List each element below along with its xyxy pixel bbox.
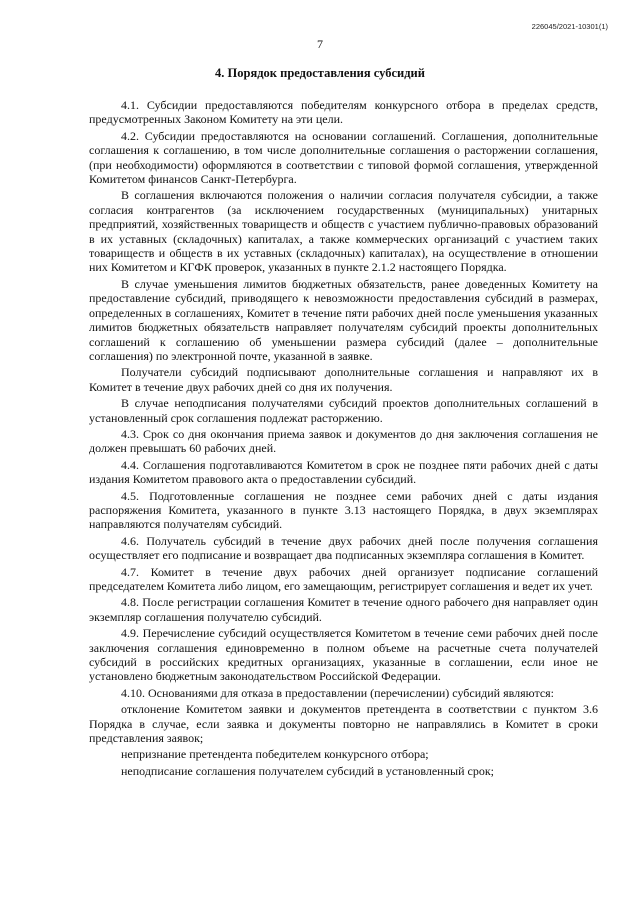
paragraph: 4.5. Подготовленные соглашения не позднее семи рабочих дней с даты издания распоряжения Комитета, указанного в пункте 3.13 настоящего Порядка, в двух экземплярах направляются получателям субсидий. bbox=[89, 488, 598, 532]
paragraph: отклонение Комитетом заявки и документов претендента в соответствии с пунктом 3.6 Порядка в случае, если заявка и документы повторно не направлялись в Комитет в сроки представления заявок; bbox=[89, 702, 598, 746]
paragraph: 4.2. Субсидии предоставляются на основании соглашений. Соглашения, дополнительные соглашения к соглашению, в том числе дополнительные соглашения о расторжении соглашения, (при необходимости) оформляются в соответствии с типовой формой соглашения, утвержденной Комитетом финансов Санкт-Петербурга. bbox=[89, 128, 598, 187]
paragraph: 4.9. Перечисление субсидий осуществляется Комитетом в течение семи рабочих дней после заключения соглашения единовременно в полном объеме на расчетные счета получателей субсидий в российских кредитных организациях, указанные в соглашении, если иное не установлено бюджетным законодательством Российской Федерации. bbox=[89, 626, 598, 684]
paragraph: 4.6. Получатель субсидий в течение двух рабочих дней после получения соглашения осуществляет его подписание и возвращает два подписанных экземпляра соглашения в Комитет. bbox=[89, 533, 598, 563]
paragraph: 4.4. Соглашения подготавливаются Комитетом в срок не позднее пяти рабочих дней с даты издания Комитетом правового акта о предоставлении субсидий. bbox=[89, 457, 598, 487]
paragraph: В соглашения включаются положения о наличии согласия получателя субсидии, а также согласия контрагентов (за исключением государственных (муниципальных) унитарных предприятий, хозяйственных товариществ и обществ с участием публично-правовых образований в их уставных (складочных) капиталах, а также коммерческих организаций с участием таких товариществ и обществ в их уставных (складочных) капиталах), на осуществление в отношении них Комитетом и КГФК проверок, указанных в пункте 2.1.2 настоящего Порядка. bbox=[89, 188, 598, 275]
paragraph: 4.10. Основаниями для отказа в предоставлении (перечислении) субсидий являются: bbox=[121, 685, 555, 700]
paragraph: 4.7. Комитет в течение двух рабочих дней организует подписание соглашений председателем Комитета либо лицом, его замещающим, регистрирует соглашения и ведет их учет. bbox=[89, 564, 598, 593]
paragraph: В случае уменьшения лимитов бюджетных обязательств, ранее доведенных Комитету на предоставление субсидий, приводящего к невозможности предоставления субсидий в размерах, определенных в соглашениях, Комитет в течение пяти рабочих дней после уменьшения указанных лимитов бюджетных обязательств направляет получателям субсидий проекты дополнительных соглашений к соглашению об уменьшении размера субсидий (далее – дополнительные соглашения) по электронной почте, указанной в заявке. bbox=[89, 276, 598, 363]
paragraph: В случае неподписания получателями субсидий проектов дополнительных соглашений в установленный срок соглашения подлежат расторжению. bbox=[89, 396, 598, 425]
page-number: 7 bbox=[317, 37, 323, 51]
section-title: 4. Порядок предоставления субсидий bbox=[215, 66, 425, 80]
document-id: 226045/2021-10301(1) bbox=[531, 22, 608, 31]
paragraph: неподписание соглашения получателем субсидий в установленный срок; bbox=[121, 763, 494, 778]
paragraph: непризнание претендента победителем конкурсного отбора; bbox=[121, 747, 429, 762]
paragraph: 4.8. После регистрации соглашения Комитет в течение одного рабочего дня направляет один экземпляр соглашения получателю субсидий. bbox=[89, 595, 598, 624]
paragraph: 4.1. Субсидии предоставляются победителям конкурсного отбора в пределах средств, предусмотренных Законом Комитету на эти цели. bbox=[89, 98, 598, 127]
document-body bbox=[89, 98, 598, 780]
paragraph: 4.3. Срок со дня окончания приема заявок и документов до дня заключения соглашения не должен превышать 60 рабочих дней. bbox=[89, 426, 598, 456]
paragraph: Получатели субсидий подписывают дополнительные соглашения и направляют их в Комитет в течение двух рабочих дней со дня их получения. bbox=[89, 365, 598, 394]
